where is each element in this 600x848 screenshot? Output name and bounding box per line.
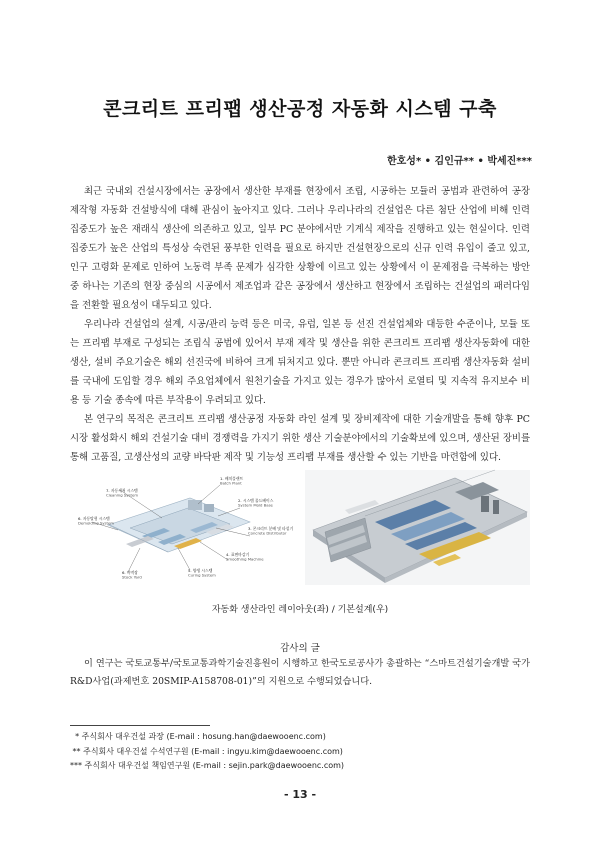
figure-caption: 자동화 생산라인 레이아웃(좌) / 기본설계(우) bbox=[211, 605, 389, 615]
label-batch-plant-en: Batch Plant bbox=[220, 480, 242, 486]
page-number: - 13 - bbox=[283, 788, 317, 801]
label-distributor: 3. 콘크리트 분배 및 타설기 bbox=[248, 526, 294, 531]
figure-panel bbox=[70, 470, 530, 585]
footnotes bbox=[70, 730, 530, 774]
production-line-layout-figure bbox=[70, 470, 294, 585]
paragraph-3: 본 연구의 목적은 콘크리트 프리팹 생산공정 자동화 라인 설계 및 장비제작에 대한 기술개발을 통해 향후 PC 시장 활성화시 해외 건설기술 대비 경쟁력을 가지기 위한 생산 기술분야에서의 기술확보에 있으며, 생산된 장비를 통해 고품질, 고생산성의 교량 바닥판 제작 및 기능성 프리팹 부재를 생산할 수 있는 기반을 마련함에 있다. bbox=[70, 414, 530, 463]
label-cleaning-en: Cleaning System bbox=[106, 492, 139, 498]
acknowledgement-title: 감사의 글 bbox=[280, 643, 320, 654]
label-stock-yard-en: Stock Yard bbox=[122, 574, 142, 580]
footnote-divider bbox=[70, 725, 210, 726]
label-demolding-en: Demolding System bbox=[78, 520, 114, 526]
paragraph-2: 우리나라 건설업의 설계, 시공/관리 능력 등은 미국, 유럽, 일본 등 선진 건설업체와 대등한 수준이나, 모듈 또는 프리팹 부재로 구성되는 조립식 공법에 있어서 부재 제작 및 생산을 위한 콘크리트 프리팹 생산자동화에 대한 생산, 설비 주요기술은 해외 선진국에 비하여 크게 뒤처지고 있다. 뿐만 아니라 콘크리트 프리팹 생산자동화 설비를 국내에 도입할 경우 해외 주요업체에서 원천기술을 가지고 있는 경우가 많아서 로열티 및 지속적 유지보수 비용 등 기술 종속에 따른 부작용이 우려되고 있다. bbox=[70, 319, 530, 406]
label-mold-base: 2. 시스템 몰드베이스 bbox=[238, 498, 274, 503]
acknowledgement-body bbox=[70, 655, 530, 691]
basic-design-render-figure bbox=[305, 470, 530, 585]
paragraph-1: 최근 국내외 건설시장에서는 공장에서 생산한 부재를 현장에서 조립, 시공하는 모듈러 공법과 관련하여 공장제작형 자동화 건설방식에 대해 관심이 높아지고 있다. 그러나 우리나라의 건설업은 다른 첨단 산업에 비해 인력 집중도가 높은 재래식 생산에 의존하고 있고, 일부 PC 분야에서만 기계식 제작을 진행하고 있는 현실이다. 인력 집중도가 높은 산업의 특성상 숙련된 풍부한 인력을 필요로 하지만 건설현장으로의 신규 인력 유입이 줄고 있고, 인구 고령화 문제로 인하여 노동력 부족 문제가 심각한 상황에 이르고 있는 상황에서 이 문제점을 극복하는 방안 중 하나는 기존의 현장 중심의 시공에서 제조업과 같은 공장에서 생산하고 현장에서 조립하는 건설업의 패러다임을 전환할 필요성이 대두되고 있다. bbox=[70, 186, 530, 311]
footnote-2: ** 주식회사 대우건설 수석연구원 (E-mail : ingyu.kim@daewooenc.com) bbox=[70, 746, 343, 756]
body-text bbox=[70, 182, 530, 467]
footnote-3: *** 주식회사 대우건설 책임연구원 (E-mail : sejin.park@daewooenc.com) bbox=[70, 761, 345, 770]
label-curing: 5. 양생 시스템 bbox=[188, 568, 213, 573]
label-stock-yard: 6. 야적장 bbox=[122, 570, 138, 575]
label-curing-en: Curing System bbox=[188, 572, 216, 578]
label-batch-plant: 1. 배치플랜트 bbox=[220, 476, 244, 481]
label-smoothing-en: Smoothing Machine bbox=[226, 556, 264, 562]
label-distributor-en: Concrete Distributor bbox=[248, 530, 287, 536]
label-mold-base-en: System Mold Base bbox=[238, 502, 273, 508]
label-cleaning: 7. 자동세척 시스템 bbox=[106, 488, 138, 493]
acknowledgement-text: 이 연구는 국토교통부/국토교통과학기술진흥원이 시행하고 한국도로공사가 총괄하는 “스마트건설기술개발 국가R&D사업(과제번호 20SMIP-A158708-01)”의 지원으로 수행되었습니다. bbox=[70, 658, 530, 687]
paper-title: 콘크리트 프리팹 생산공정 자동화 시스템 구축 bbox=[103, 98, 497, 120]
label-demolding: 6. 자동탈형 시스템 bbox=[78, 516, 110, 521]
footnote-1: * 주식회사 대우건설 과장 (E-mail : hosung.han@daewooenc.com) bbox=[70, 732, 326, 741]
label-smoothing: 4. 표면마감기 bbox=[226, 552, 250, 557]
author-list: 한호성* • 김인규** • 박세진*** bbox=[386, 156, 532, 167]
